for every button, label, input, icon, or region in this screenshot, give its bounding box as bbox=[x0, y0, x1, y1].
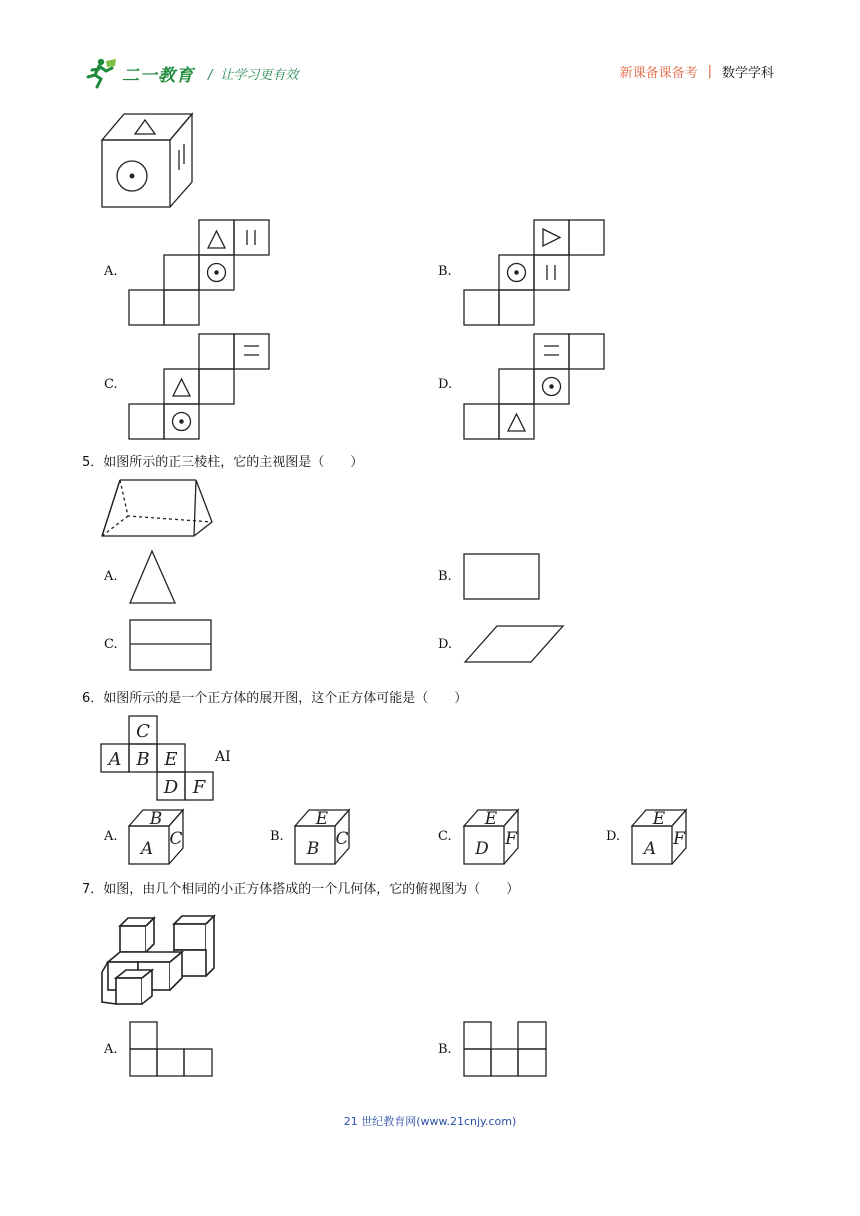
q4-option-d-net[interactable] bbox=[463, 333, 607, 441]
q5-option-a-triangle[interactable] bbox=[128, 549, 178, 605]
slogan bbox=[208, 64, 298, 83]
page-footer: 21 世纪教育网(www.21cnjy.com) bbox=[343, 1115, 517, 1128]
cube-c-front: D bbox=[475, 839, 489, 859]
q6-option-c-cube[interactable] bbox=[462, 808, 520, 866]
cube-c-side: F bbox=[505, 829, 517, 849]
q5-option-c-label[interactable]: C. bbox=[104, 637, 118, 652]
cube-a-side: C bbox=[169, 829, 183, 849]
course-label: 新课备课备考 bbox=[619, 66, 698, 81]
q5-option-d-parallelogram[interactable] bbox=[463, 624, 565, 664]
q5-stem: 5．如图所示的正三棱柱，它的主视图是（ ） bbox=[82, 455, 364, 470]
cube-d-front: A bbox=[643, 839, 657, 859]
slogan-separator: / bbox=[208, 67, 213, 83]
slogan-text: 让学习更有效 bbox=[220, 67, 299, 83]
q4-option-c-net[interactable] bbox=[128, 333, 272, 441]
cube-a-front: A bbox=[140, 839, 154, 859]
net-face-d: D bbox=[163, 777, 179, 798]
q5-option-d-label[interactable]: D. bbox=[438, 637, 453, 652]
q6-option-b-cube[interactable] bbox=[293, 808, 351, 866]
q7-stacked-cubes-figure bbox=[100, 912, 220, 1010]
header-brand bbox=[84, 56, 298, 90]
q7-option-b-label[interactable]: B. bbox=[438, 1042, 452, 1057]
net-face-f: F bbox=[192, 777, 206, 798]
q5-option-a-label[interactable]: A. bbox=[104, 569, 118, 584]
q4-option-a-net[interactable] bbox=[128, 219, 272, 327]
q7-stem: 7．如图，由几个相同的小正方体搭成的一个几何体，它的俯视图为（ ） bbox=[82, 882, 520, 897]
q4-option-b-label[interactable]: B. bbox=[438, 264, 452, 279]
q4-option-c-label[interactable]: C. bbox=[104, 377, 118, 392]
net-face-c: C bbox=[136, 721, 150, 742]
cube-a-top: B bbox=[149, 809, 163, 829]
cube-b-side: C bbox=[335, 829, 349, 849]
q7-option-a-top-view[interactable] bbox=[129, 1021, 215, 1079]
logo-text: 二一教育 bbox=[122, 65, 194, 86]
q5-prism-figure bbox=[100, 478, 220, 540]
q7-option-b-top-view[interactable] bbox=[463, 1021, 549, 1079]
subject-label: 数学学科 bbox=[721, 66, 774, 81]
q5-option-b-rectangle[interactable] bbox=[463, 553, 541, 601]
header-course-info bbox=[620, 62, 774, 81]
q6-option-a-label[interactable]: A. bbox=[104, 829, 118, 844]
header-divider: | bbox=[707, 64, 712, 79]
q6-option-d-label[interactable]: D. bbox=[606, 829, 621, 844]
q6-cube-net bbox=[100, 715, 218, 803]
q5-option-b-label[interactable]: B. bbox=[438, 569, 452, 584]
q6-option-a-cube[interactable] bbox=[127, 808, 185, 866]
q4-cube-figure bbox=[98, 110, 198, 210]
cube-b-top: E bbox=[315, 809, 329, 829]
cube-d-top: E bbox=[652, 809, 666, 829]
net-face-a: A bbox=[108, 749, 122, 770]
q4-option-d-label[interactable]: D. bbox=[438, 377, 453, 392]
cube-b-front: B bbox=[306, 839, 320, 859]
stray-text: AI bbox=[215, 749, 231, 765]
cube-c-top: E bbox=[484, 809, 498, 829]
q7-option-a-label[interactable]: A. bbox=[104, 1042, 118, 1057]
runner-logo-icon bbox=[84, 57, 118, 89]
q4-option-a-label[interactable]: A. bbox=[104, 264, 118, 279]
q5-option-c-split-rectangle[interactable] bbox=[129, 619, 213, 672]
net-face-b: B bbox=[136, 749, 150, 770]
q6-option-c-label[interactable]: C. bbox=[438, 829, 452, 844]
q6-option-b-label[interactable]: B. bbox=[270, 829, 284, 844]
cube-d-side: F bbox=[673, 829, 685, 849]
net-face-e: E bbox=[164, 749, 178, 770]
q6-option-d-cube[interactable] bbox=[630, 808, 688, 866]
q6-stem: 6．如图所示的是一个正方体的展开图，这个正方体可能是（ ） bbox=[82, 691, 468, 706]
q4-option-b-net[interactable] bbox=[463, 219, 607, 327]
